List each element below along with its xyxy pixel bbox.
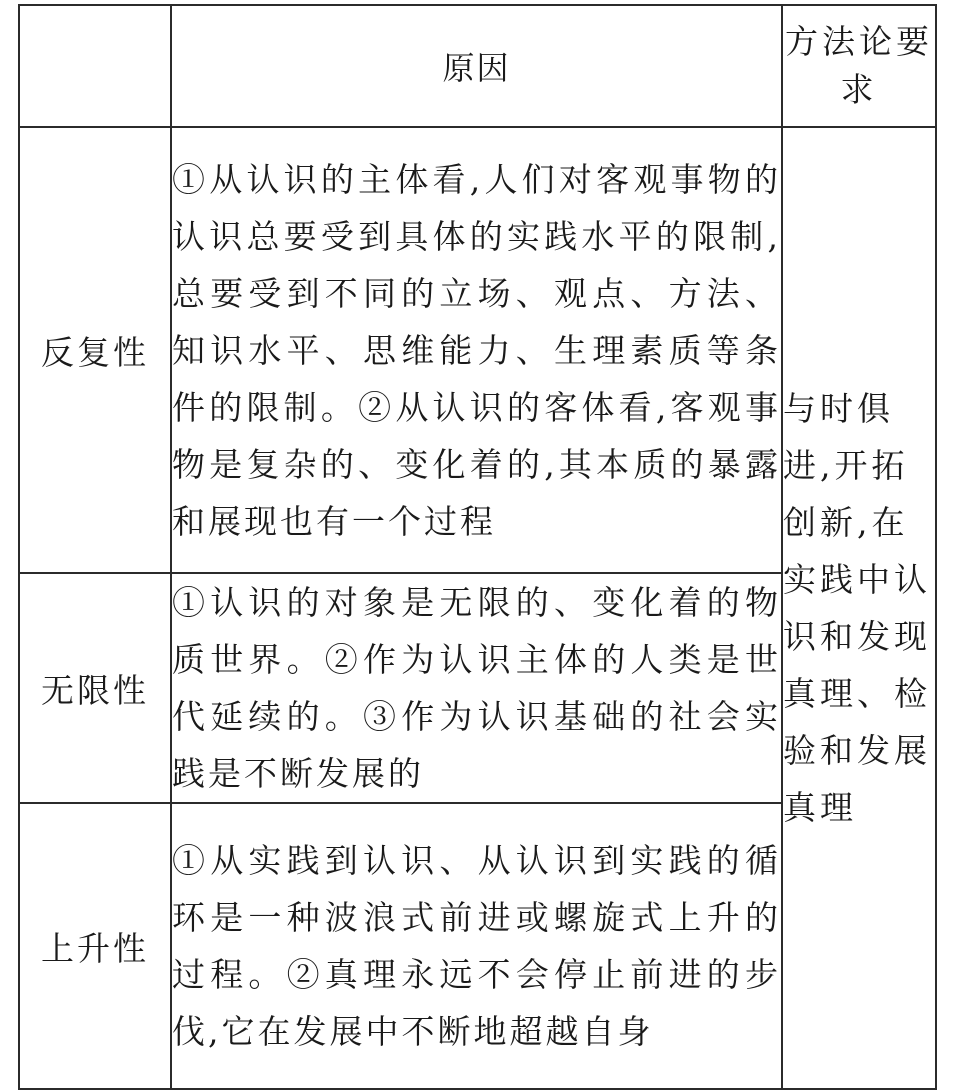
- row-reason-cell: ①从实践到认识、从认识到实践的循环是一种波浪式前进或螺旋式上升的过程。②真理永远不会停止前进的步伐,它在发展中不断地超越自身: [171, 803, 782, 1089]
- header-reason-cell: 原因: [171, 5, 782, 127]
- knowledge-table: [18, 4, 937, 1090]
- table-header-row: [19, 5, 936, 127]
- header-empty-cell: [19, 5, 171, 127]
- table-row: [19, 127, 936, 573]
- row-label-cell: 反复性: [19, 127, 171, 573]
- row-label-cell: 无限性: [19, 573, 171, 803]
- row-reason-cell: ①从认识的主体看,人们对客观事物的认识总要受到具体的实践水平的限制,总要受到不同的立场、观点、方法、知识水平、思维能力、生理素质等条件的限制。②从认识的客体看,客观事物是复杂的、变化着的,其本质的暴露和展现也有一个过程: [171, 127, 782, 573]
- method-requirement-cell: 与时俱进,开拓创新,在实践中认识和发现真理、检验和发展真理: [782, 127, 936, 1089]
- row-label-cell: 上升性: [19, 803, 171, 1089]
- row-reason-cell: ①认识的对象是无限的、变化着的物质世界。②作为认识主体的人类是世代延续的。③作为认识基础的社会实践是不断发展的: [171, 573, 782, 803]
- header-method-cell: 方法论要求: [782, 5, 936, 127]
